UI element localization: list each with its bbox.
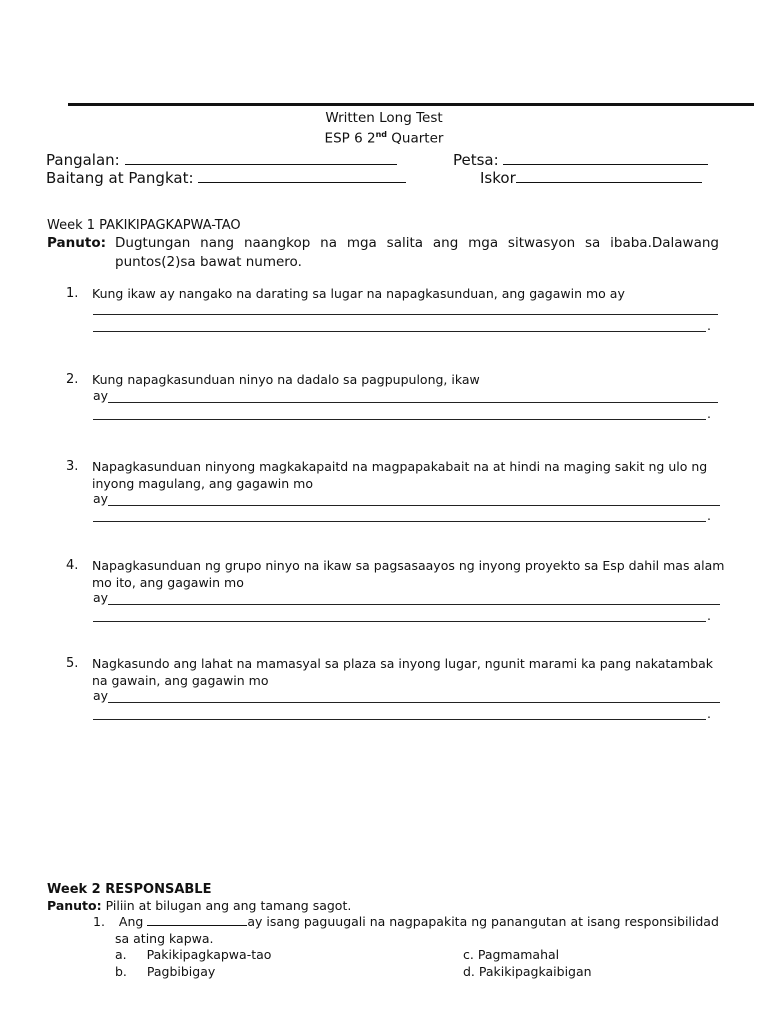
- answer-line[interactable]: [93, 719, 706, 720]
- answer-line[interactable]: [93, 621, 706, 622]
- question-number: 3.: [66, 459, 79, 474]
- question-number: 1.: [66, 286, 79, 301]
- choice-a[interactable]: [115, 947, 271, 962]
- score-blank[interactable]: [516, 170, 702, 183]
- continuation-ay: ay: [93, 388, 109, 403]
- continuation-ay: ay: [93, 491, 109, 506]
- date-blank[interactable]: [503, 152, 708, 165]
- choice-letter: c.: [463, 947, 474, 962]
- choice-letter: b.: [115, 964, 127, 979]
- name-blank[interactable]: [125, 152, 397, 165]
- answer-line[interactable]: [93, 419, 706, 420]
- mc-question-1: [93, 914, 719, 929]
- grade-blank[interactable]: [198, 170, 406, 183]
- question-text: Napagkasunduan ng grupo ninyo na ikaw sa pagsasaayos ng inyong proyekto sa Esp dahil mas alam mo ito, ang gagawin mo: [92, 558, 725, 590]
- grade-label: Baitang at Pangkat:: [46, 169, 194, 187]
- top-rule: [68, 103, 754, 106]
- instruction-text: Dugtungan nang naangkop na mga salita ang mga sitwasyon sa ibaba.Dalawang puntos(2)sa bawat numero.: [115, 235, 719, 270]
- question-text: Kung napagkasunduan ninyo na dadalo sa pagpupulong, ikaw: [92, 372, 480, 387]
- period-mark: .: [707, 318, 711, 333]
- question-text-line2: sa ating kapwa.: [115, 931, 214, 946]
- answer-line[interactable]: [108, 505, 720, 506]
- question-text: Nagkasundo ang lahat na mamasyal sa plaza sa inyong lugar, ngunit marami ka pang nakatambak na gawain, ang gagawin mo: [92, 656, 713, 688]
- week2-instruction: [47, 898, 351, 913]
- choice-d[interactable]: [463, 964, 592, 979]
- question-number: 2.: [66, 372, 79, 387]
- score-label: Iskor: [480, 169, 516, 187]
- date-label: Petsa:: [453, 151, 499, 169]
- question-number: 4.: [66, 558, 79, 573]
- answer-line[interactable]: [108, 702, 720, 703]
- continuation-ay: ay: [93, 590, 109, 605]
- choice-text: Pakikipagkaibigan: [478, 964, 592, 979]
- choice-text: Pakikipagkapwa-tao: [146, 947, 272, 962]
- instruction-label: Panuto:: [47, 898, 102, 913]
- period-mark: .: [707, 608, 711, 623]
- choice-text: Pagbibigay: [146, 964, 216, 979]
- answer-line[interactable]: [108, 402, 718, 403]
- question-text-after: ay isang paguugali na nagpapakita ng panangutan at isang responsibilidad: [247, 914, 719, 929]
- answer-line[interactable]: [93, 314, 718, 315]
- subtitle-sup: nd: [375, 130, 387, 139]
- choice-letter: a.: [115, 947, 127, 962]
- name-field: [46, 151, 397, 169]
- week2-heading: Week 2 RESPONSABLE: [47, 882, 212, 897]
- name-label: Pangalan:: [46, 151, 120, 169]
- question-text: Napagkasunduan ninyong magkakapaitd na magpapakabait na at hindi na maging sakit ng ulo ng inyong magulang, ang gagawin mo: [92, 459, 708, 491]
- continuation-ay: ay: [93, 688, 109, 703]
- answer-line[interactable]: [93, 521, 706, 522]
- period-mark: .: [707, 508, 711, 523]
- instruction-text: Piliin at bilugan ang ang tamang sagot.: [105, 898, 352, 913]
- period-mark: .: [707, 406, 711, 421]
- choice-c[interactable]: [463, 947, 559, 962]
- choice-text: Pagmamahal: [477, 947, 560, 962]
- choice-b[interactable]: [115, 964, 215, 979]
- score-field: [480, 169, 702, 187]
- week1-heading: Week 1 PAKIKIPAGKAPWA-TAO: [47, 218, 241, 233]
- answer-line[interactable]: [108, 604, 720, 605]
- question-text-before: Ang: [118, 914, 144, 929]
- period-mark: .: [707, 706, 711, 721]
- grade-field: [46, 169, 406, 187]
- question-number: 5.: [66, 656, 79, 671]
- week1-instruction: [47, 234, 719, 274]
- page-subtitle: [0, 130, 768, 147]
- page-title: Written Long Test: [325, 110, 443, 126]
- instruction-label: Panuto:: [47, 235, 106, 251]
- question-blank[interactable]: [147, 915, 247, 926]
- subtitle-prefix: ESP 6 2: [324, 130, 376, 147]
- question-number: 1.: [93, 914, 105, 929]
- date-field: [453, 151, 708, 169]
- question-text: Kung ikaw ay nangako na darating sa lugar na napagkasunduan, ang gagawin mo ay: [92, 286, 625, 301]
- choice-letter: d.: [463, 964, 475, 979]
- answer-line[interactable]: [93, 331, 706, 332]
- subtitle-suffix: Quarter: [386, 130, 444, 147]
